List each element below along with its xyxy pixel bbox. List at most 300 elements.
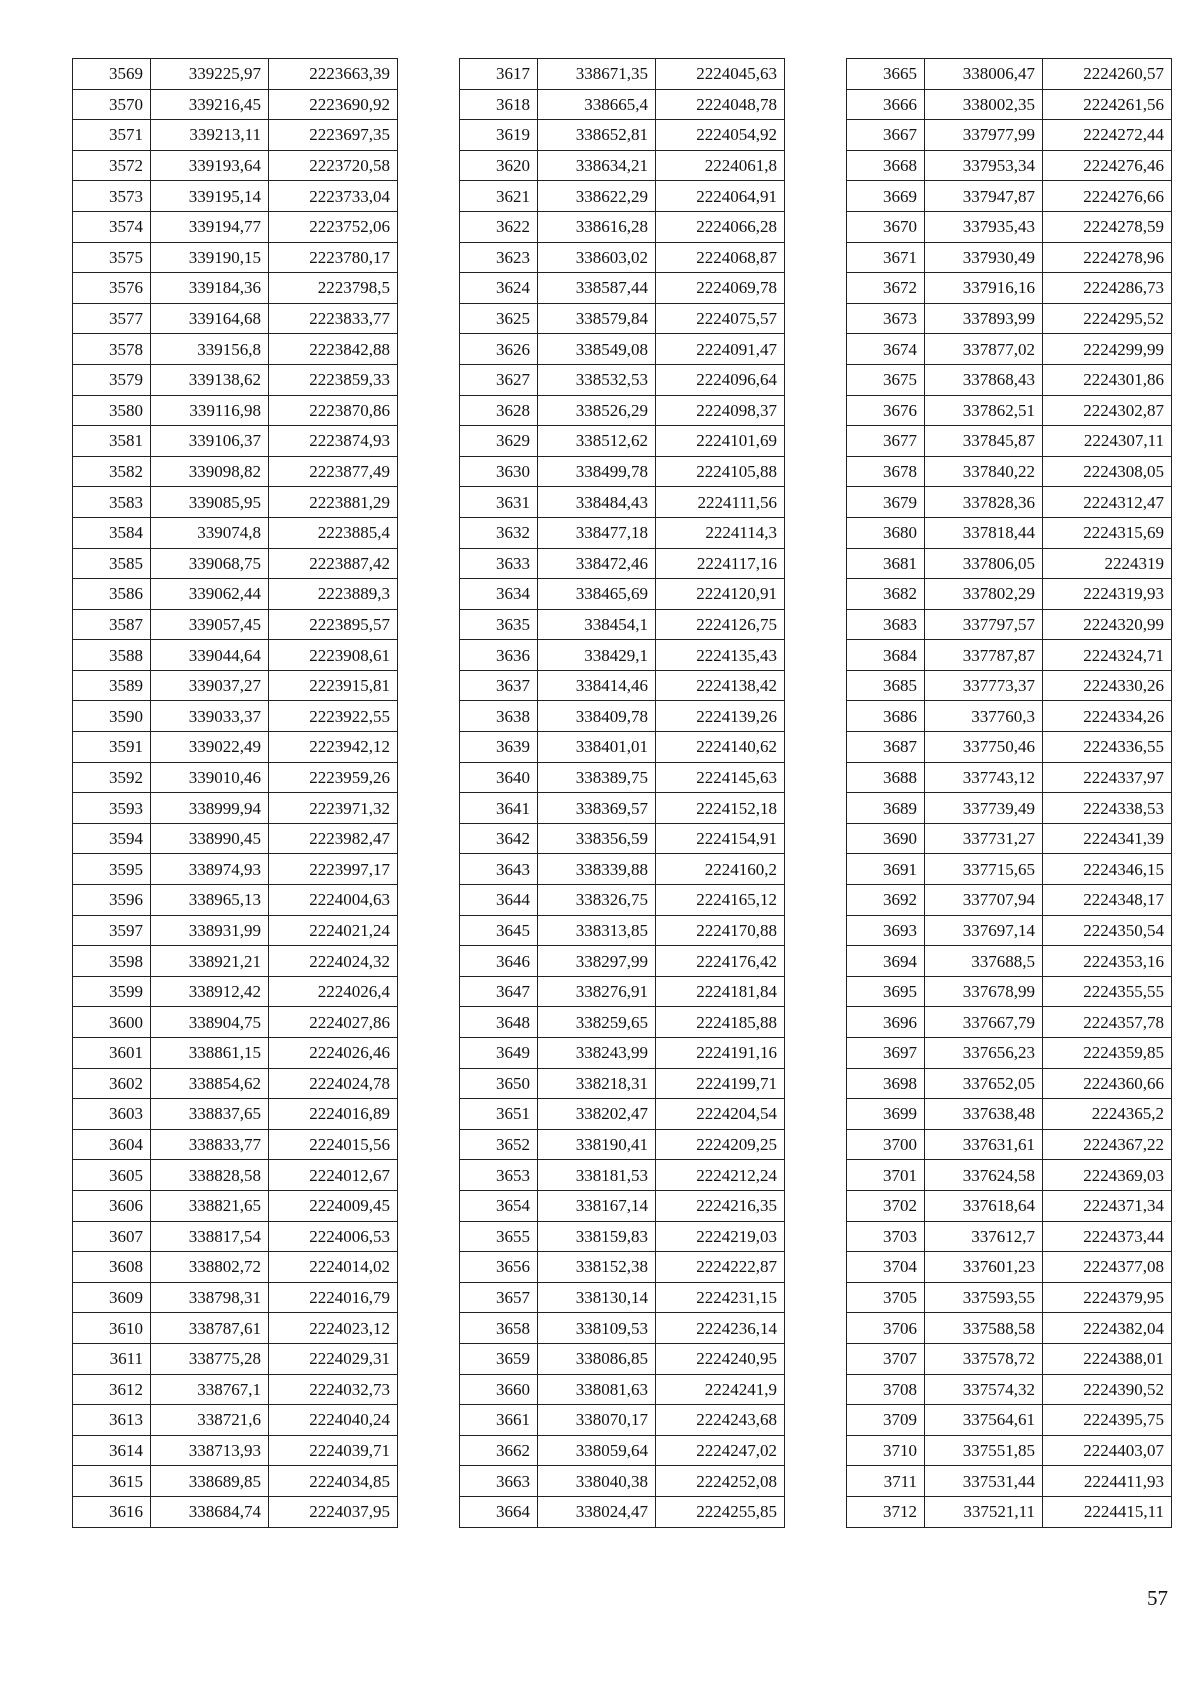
- table-row: [73, 1435, 398, 1466]
- point-number-cell: 3644: [460, 885, 538, 916]
- y-coordinate-cell: 2224009,45: [269, 1190, 398, 1221]
- y-coordinate-cell: 2224016,89: [269, 1099, 398, 1130]
- table-row: [847, 1099, 1172, 1130]
- y-coordinate-cell: 2223908,61: [269, 640, 398, 671]
- x-coordinate-cell: 338616,28: [538, 211, 656, 242]
- y-coordinate-cell: 2223870,86: [269, 395, 398, 426]
- y-coordinate-cell: 2224075,57: [656, 303, 785, 334]
- y-coordinate-cell: 2224395,75: [1043, 1405, 1172, 1436]
- x-coordinate-cell: 338259,65: [538, 1007, 656, 1038]
- point-number-cell: 3604: [73, 1129, 151, 1160]
- table-row: [847, 640, 1172, 671]
- point-number-cell: 3661: [460, 1405, 538, 1436]
- y-coordinate-cell: 2224286,73: [1043, 273, 1172, 304]
- y-coordinate-cell: 2224357,78: [1043, 1007, 1172, 1038]
- table-row: [73, 1129, 398, 1160]
- x-coordinate-cell: 337588,58: [925, 1313, 1043, 1344]
- y-coordinate-cell: 2224021,24: [269, 915, 398, 946]
- table-row: [847, 456, 1172, 487]
- y-coordinate-cell: 2224236,14: [656, 1313, 785, 1344]
- x-coordinate-cell: 337750,46: [925, 732, 1043, 763]
- y-coordinate-cell: 2224027,86: [269, 1007, 398, 1038]
- x-coordinate-cell: 337624,58: [925, 1160, 1043, 1191]
- x-coordinate-cell: 338802,72: [151, 1252, 269, 1283]
- y-coordinate-cell: 2224377,08: [1043, 1252, 1172, 1283]
- table-row: [847, 242, 1172, 273]
- table-row: [847, 1129, 1172, 1160]
- x-coordinate-cell: 337578,72: [925, 1343, 1043, 1374]
- point-number-cell: 3590: [73, 701, 151, 732]
- y-coordinate-cell: 2223887,42: [269, 548, 398, 579]
- x-coordinate-cell: 339225,97: [151, 59, 269, 90]
- point-number-cell: 3697: [847, 1038, 925, 1069]
- x-coordinate-cell: 338167,14: [538, 1190, 656, 1221]
- x-coordinate-cell: 338002,35: [925, 89, 1043, 120]
- x-coordinate-cell: 339037,27: [151, 670, 269, 701]
- x-coordinate-cell: 337862,51: [925, 395, 1043, 426]
- y-coordinate-cell: 2223889,3: [269, 579, 398, 610]
- x-coordinate-cell: 337806,05: [925, 548, 1043, 579]
- table-row: [460, 1435, 785, 1466]
- y-coordinate-cell: 2224330,26: [1043, 670, 1172, 701]
- x-coordinate-cell: 338767,1: [151, 1374, 269, 1405]
- point-number-cell: 3589: [73, 670, 151, 701]
- table-row: [847, 1374, 1172, 1405]
- point-number-cell: 3633: [460, 548, 538, 579]
- x-coordinate-cell: 338389,75: [538, 762, 656, 793]
- y-coordinate-cell: 2224241,9: [656, 1374, 785, 1405]
- x-coordinate-cell: 338159,83: [538, 1221, 656, 1252]
- table-row: [847, 1466, 1172, 1497]
- x-coordinate-cell: 337531,44: [925, 1466, 1043, 1497]
- x-coordinate-cell: 337828,36: [925, 487, 1043, 518]
- point-number-cell: 3626: [460, 334, 538, 365]
- x-coordinate-cell: 337868,43: [925, 364, 1043, 395]
- point-number-cell: 3646: [460, 946, 538, 977]
- table-row: [460, 579, 785, 610]
- table-row: [73, 1374, 398, 1405]
- table-row: [73, 701, 398, 732]
- table-row: [73, 885, 398, 916]
- y-coordinate-cell: 2224138,42: [656, 670, 785, 701]
- y-coordinate-cell: 2224023,12: [269, 1313, 398, 1344]
- x-coordinate-cell: 338339,88: [538, 854, 656, 885]
- point-number-cell: 3622: [460, 211, 538, 242]
- point-number-cell: 3653: [460, 1160, 538, 1191]
- point-number-cell: 3591: [73, 732, 151, 763]
- table-row: [73, 1496, 398, 1527]
- x-coordinate-cell: 337564,61: [925, 1405, 1043, 1436]
- table-row: [73, 1038, 398, 1069]
- x-coordinate-cell: 338297,99: [538, 946, 656, 977]
- point-number-cell: 3613: [73, 1405, 151, 1436]
- y-coordinate-cell: 2224126,75: [656, 609, 785, 640]
- y-coordinate-cell: 2224101,69: [656, 426, 785, 457]
- point-number-cell: 3700: [847, 1129, 925, 1160]
- y-coordinate-cell: 2224348,17: [1043, 885, 1172, 916]
- y-coordinate-cell: 2224098,37: [656, 395, 785, 426]
- y-coordinate-cell: 2224014,02: [269, 1252, 398, 1283]
- y-coordinate-cell: 2224154,91: [656, 823, 785, 854]
- y-coordinate-cell: 2224403,07: [1043, 1435, 1172, 1466]
- point-number-cell: 3621: [460, 181, 538, 212]
- table-row: [73, 1405, 398, 1436]
- point-number-cell: 3608: [73, 1252, 151, 1283]
- table-row: [460, 1190, 785, 1221]
- table-row: [460, 242, 785, 273]
- x-coordinate-cell: 338861,15: [151, 1038, 269, 1069]
- point-number-cell: 3611: [73, 1343, 151, 1374]
- table-row: [847, 517, 1172, 548]
- x-coordinate-cell: 338276,91: [538, 976, 656, 1007]
- y-coordinate-cell: 2224365,2: [1043, 1099, 1172, 1130]
- x-coordinate-cell: 338821,65: [151, 1190, 269, 1221]
- table-row: [847, 946, 1172, 977]
- table-row: [73, 732, 398, 763]
- table-row: [847, 395, 1172, 426]
- point-number-cell: 3581: [73, 426, 151, 457]
- y-coordinate-cell: 2224040,24: [269, 1405, 398, 1436]
- y-coordinate-cell: 2223697,35: [269, 120, 398, 151]
- x-coordinate-cell: 337947,87: [925, 181, 1043, 212]
- y-coordinate-cell: 2224117,16: [656, 548, 785, 579]
- x-coordinate-cell: 337818,44: [925, 517, 1043, 548]
- table-row: [460, 946, 785, 977]
- table-row: [847, 915, 1172, 946]
- point-number-cell: 3627: [460, 364, 538, 395]
- x-coordinate-cell: 338713,93: [151, 1435, 269, 1466]
- x-coordinate-cell: 337893,99: [925, 303, 1043, 334]
- y-coordinate-cell: 2224114,3: [656, 517, 785, 548]
- point-number-cell: 3599: [73, 976, 151, 1007]
- point-number-cell: 3694: [847, 946, 925, 977]
- table-row: [460, 823, 785, 854]
- x-coordinate-cell: 337551,85: [925, 1435, 1043, 1466]
- y-coordinate-cell: 2224015,56: [269, 1129, 398, 1160]
- y-coordinate-cell: 2224048,78: [656, 89, 785, 120]
- table-row: [847, 1252, 1172, 1283]
- table-row: [460, 701, 785, 732]
- point-number-cell: 3685: [847, 670, 925, 701]
- x-coordinate-cell: 337773,37: [925, 670, 1043, 701]
- table-row: [847, 150, 1172, 181]
- table-row: [847, 1282, 1172, 1313]
- point-number-cell: 3631: [460, 487, 538, 518]
- table-row: [73, 1007, 398, 1038]
- y-coordinate-cell: 2224379,95: [1043, 1282, 1172, 1313]
- table-row: [847, 793, 1172, 824]
- x-coordinate-cell: 338356,59: [538, 823, 656, 854]
- x-coordinate-cell: 337574,32: [925, 1374, 1043, 1405]
- point-number-cell: 3573: [73, 181, 151, 212]
- x-coordinate-cell: 338634,21: [538, 150, 656, 181]
- point-number-cell: 3690: [847, 823, 925, 854]
- y-coordinate-cell: 2223877,49: [269, 456, 398, 487]
- x-coordinate-cell: 337631,61: [925, 1129, 1043, 1160]
- page-number: 57: [1147, 1586, 1168, 1610]
- y-coordinate-cell: 2224231,15: [656, 1282, 785, 1313]
- x-coordinate-cell: 338999,94: [151, 793, 269, 824]
- point-number-cell: 3666: [847, 89, 925, 120]
- x-coordinate-cell: 339193,64: [151, 150, 269, 181]
- table-row: [73, 487, 398, 518]
- point-number-cell: 3677: [847, 426, 925, 457]
- x-coordinate-cell: 338040,38: [538, 1466, 656, 1497]
- point-number-cell: 3705: [847, 1282, 925, 1313]
- y-coordinate-cell: 2223971,32: [269, 793, 398, 824]
- point-number-cell: 3575: [73, 242, 151, 273]
- table-row: [460, 885, 785, 916]
- x-coordinate-cell: 338477,18: [538, 517, 656, 548]
- point-number-cell: 3655: [460, 1221, 538, 1252]
- y-coordinate-cell: 2224324,71: [1043, 640, 1172, 671]
- point-number-cell: 3651: [460, 1099, 538, 1130]
- table-row: [73, 670, 398, 701]
- y-coordinate-cell: 2224369,03: [1043, 1160, 1172, 1191]
- table-row: [73, 273, 398, 304]
- y-coordinate-cell: 2224299,99: [1043, 334, 1172, 365]
- y-coordinate-cell: 2223690,92: [269, 89, 398, 120]
- x-coordinate-cell: 339184,36: [151, 273, 269, 304]
- x-coordinate-cell: 339062,44: [151, 579, 269, 610]
- point-number-cell: 3648: [460, 1007, 538, 1038]
- table-row: [460, 273, 785, 304]
- y-coordinate-cell: 2224247,02: [656, 1435, 785, 1466]
- table-row: [73, 915, 398, 946]
- x-coordinate-cell: 338665,4: [538, 89, 656, 120]
- point-number-cell: 3617: [460, 59, 538, 90]
- x-coordinate-cell: 339216,45: [151, 89, 269, 120]
- y-coordinate-cell: 2224165,12: [656, 885, 785, 916]
- point-number-cell: 3671: [847, 242, 925, 273]
- point-number-cell: 3572: [73, 150, 151, 181]
- point-number-cell: 3600: [73, 1007, 151, 1038]
- table-row: [73, 579, 398, 610]
- y-coordinate-cell: 2224338,53: [1043, 793, 1172, 824]
- point-number-cell: 3647: [460, 976, 538, 1007]
- x-coordinate-cell: 338798,31: [151, 1282, 269, 1313]
- table-row: [73, 1190, 398, 1221]
- point-number-cell: 3652: [460, 1129, 538, 1160]
- y-coordinate-cell: 2224390,52: [1043, 1374, 1172, 1405]
- table-row: [73, 181, 398, 212]
- y-coordinate-cell: 2224260,57: [1043, 59, 1172, 90]
- x-coordinate-cell: 339033,37: [151, 701, 269, 732]
- table-row: [460, 640, 785, 671]
- y-coordinate-cell: 2224061,8: [656, 150, 785, 181]
- x-coordinate-cell: 339156,8: [151, 334, 269, 365]
- y-coordinate-cell: 2224026,46: [269, 1038, 398, 1069]
- table-row: [460, 1496, 785, 1527]
- table-row: [847, 1343, 1172, 1374]
- y-coordinate-cell: 2224371,34: [1043, 1190, 1172, 1221]
- point-number-cell: 3584: [73, 517, 151, 548]
- x-coordinate-cell: 337845,87: [925, 426, 1043, 457]
- point-number-cell: 3693: [847, 915, 925, 946]
- point-number-cell: 3650: [460, 1068, 538, 1099]
- x-coordinate-cell: 339068,75: [151, 548, 269, 579]
- y-coordinate-cell: 2224199,71: [656, 1068, 785, 1099]
- y-coordinate-cell: 2224353,16: [1043, 946, 1172, 977]
- x-coordinate-cell: 339116,98: [151, 395, 269, 426]
- x-coordinate-cell: 338369,57: [538, 793, 656, 824]
- table-row: [847, 762, 1172, 793]
- x-coordinate-cell: 338109,53: [538, 1313, 656, 1344]
- point-number-cell: 3669: [847, 181, 925, 212]
- table-row: [847, 181, 1172, 212]
- y-coordinate-cell: 2224181,84: [656, 976, 785, 1007]
- coordinate-table-1: [72, 58, 398, 1528]
- x-coordinate-cell: 338190,41: [538, 1129, 656, 1160]
- table-row: [460, 1068, 785, 1099]
- point-number-cell: 3675: [847, 364, 925, 395]
- point-number-cell: 3625: [460, 303, 538, 334]
- x-coordinate-cell: 338837,65: [151, 1099, 269, 1130]
- x-coordinate-cell: 338912,42: [151, 976, 269, 1007]
- table-row: [460, 976, 785, 1007]
- table-row: [460, 548, 785, 579]
- y-coordinate-cell: 2224170,88: [656, 915, 785, 946]
- point-number-cell: 3692: [847, 885, 925, 916]
- y-coordinate-cell: 2223663,39: [269, 59, 398, 90]
- x-coordinate-cell: 338775,28: [151, 1343, 269, 1374]
- x-coordinate-cell: 338086,85: [538, 1343, 656, 1374]
- y-coordinate-cell: 2223833,77: [269, 303, 398, 334]
- y-coordinate-cell: 2224276,66: [1043, 181, 1172, 212]
- table-row: [460, 89, 785, 120]
- x-coordinate-cell: 338921,21: [151, 946, 269, 977]
- point-number-cell: 3598: [73, 946, 151, 977]
- point-number-cell: 3588: [73, 640, 151, 671]
- table-row: [460, 1038, 785, 1069]
- point-number-cell: 3632: [460, 517, 538, 548]
- point-number-cell: 3686: [847, 701, 925, 732]
- table-row: [460, 517, 785, 548]
- table-row: [73, 395, 398, 426]
- point-number-cell: 3640: [460, 762, 538, 793]
- point-number-cell: 3708: [847, 1374, 925, 1405]
- x-coordinate-cell: 337731,27: [925, 823, 1043, 854]
- x-coordinate-cell: 338787,61: [151, 1313, 269, 1344]
- y-coordinate-cell: 2224350,54: [1043, 915, 1172, 946]
- x-coordinate-cell: 338974,93: [151, 854, 269, 885]
- point-number-cell: 3665: [847, 59, 925, 90]
- table-row: [73, 854, 398, 885]
- point-number-cell: 3676: [847, 395, 925, 426]
- table-row: [73, 1160, 398, 1191]
- point-number-cell: 3614: [73, 1435, 151, 1466]
- table-row: [73, 1282, 398, 1313]
- x-coordinate-cell: 338828,58: [151, 1160, 269, 1191]
- point-number-cell: 3571: [73, 120, 151, 151]
- table-row: [460, 181, 785, 212]
- y-coordinate-cell: 2223798,5: [269, 273, 398, 304]
- y-coordinate-cell: 2224355,55: [1043, 976, 1172, 1007]
- x-coordinate-cell: 339190,15: [151, 242, 269, 273]
- y-coordinate-cell: 2223915,81: [269, 670, 398, 701]
- table-row: [73, 456, 398, 487]
- y-coordinate-cell: 2224252,08: [656, 1466, 785, 1497]
- point-number-cell: 3587: [73, 609, 151, 640]
- x-coordinate-cell: 338587,44: [538, 273, 656, 304]
- point-number-cell: 3656: [460, 1252, 538, 1283]
- point-number-cell: 3657: [460, 1282, 538, 1313]
- table-row: [73, 976, 398, 1007]
- x-coordinate-cell: 338721,6: [151, 1405, 269, 1436]
- point-number-cell: 3570: [73, 89, 151, 120]
- table-row: [847, 273, 1172, 304]
- y-coordinate-cell: 2224120,91: [656, 579, 785, 610]
- table-row: [73, 426, 398, 457]
- x-coordinate-cell: 338833,77: [151, 1129, 269, 1160]
- x-coordinate-cell: 338904,75: [151, 1007, 269, 1038]
- table-row: [460, 1374, 785, 1405]
- y-coordinate-cell: 2224066,28: [656, 211, 785, 242]
- x-coordinate-cell: 338671,35: [538, 59, 656, 90]
- x-coordinate-cell: 338499,78: [538, 456, 656, 487]
- x-coordinate-cell: 339044,64: [151, 640, 269, 671]
- point-number-cell: 3597: [73, 915, 151, 946]
- point-number-cell: 3592: [73, 762, 151, 793]
- y-coordinate-cell: 2224111,56: [656, 487, 785, 518]
- y-coordinate-cell: 2224278,59: [1043, 211, 1172, 242]
- point-number-cell: 3574: [73, 211, 151, 242]
- y-coordinate-cell: 2224278,96: [1043, 242, 1172, 273]
- point-number-cell: 3645: [460, 915, 538, 946]
- point-number-cell: 3586: [73, 579, 151, 610]
- point-number-cell: 3603: [73, 1099, 151, 1130]
- coordinate-table-2: [459, 58, 785, 1528]
- x-coordinate-cell: 339195,14: [151, 181, 269, 212]
- x-coordinate-cell: 337707,94: [925, 885, 1043, 916]
- point-number-cell: 3683: [847, 609, 925, 640]
- y-coordinate-cell: 2224024,78: [269, 1068, 398, 1099]
- point-number-cell: 3642: [460, 823, 538, 854]
- x-coordinate-cell: 337601,23: [925, 1252, 1043, 1283]
- point-number-cell: 3619: [460, 120, 538, 151]
- table-row: [460, 1099, 785, 1130]
- table-row: [847, 364, 1172, 395]
- table-row: [73, 242, 398, 273]
- y-coordinate-cell: 2224091,47: [656, 334, 785, 365]
- y-coordinate-cell: 2224415,11: [1043, 1496, 1172, 1527]
- table-row: [847, 334, 1172, 365]
- point-number-cell: 3699: [847, 1099, 925, 1130]
- x-coordinate-cell: 338526,29: [538, 395, 656, 426]
- point-number-cell: 3696: [847, 1007, 925, 1038]
- x-coordinate-cell: 337656,23: [925, 1038, 1043, 1069]
- x-coordinate-cell: 338326,75: [538, 885, 656, 916]
- table-row: [73, 946, 398, 977]
- table-row: [847, 732, 1172, 763]
- point-number-cell: 3637: [460, 670, 538, 701]
- y-coordinate-cell: 2224176,42: [656, 946, 785, 977]
- point-number-cell: 3593: [73, 793, 151, 824]
- table-row: [847, 701, 1172, 732]
- table-row: [460, 395, 785, 426]
- table-row: [847, 854, 1172, 885]
- table-row: [847, 885, 1172, 916]
- x-coordinate-cell: 337739,49: [925, 793, 1043, 824]
- x-coordinate-cell: 338152,38: [538, 1252, 656, 1283]
- point-number-cell: 3704: [847, 1252, 925, 1283]
- x-coordinate-cell: 338472,46: [538, 548, 656, 579]
- y-coordinate-cell: 2223922,55: [269, 701, 398, 732]
- point-number-cell: 3580: [73, 395, 151, 426]
- point-number-cell: 3673: [847, 303, 925, 334]
- point-number-cell: 3709: [847, 1405, 925, 1436]
- x-coordinate-cell: 338549,08: [538, 334, 656, 365]
